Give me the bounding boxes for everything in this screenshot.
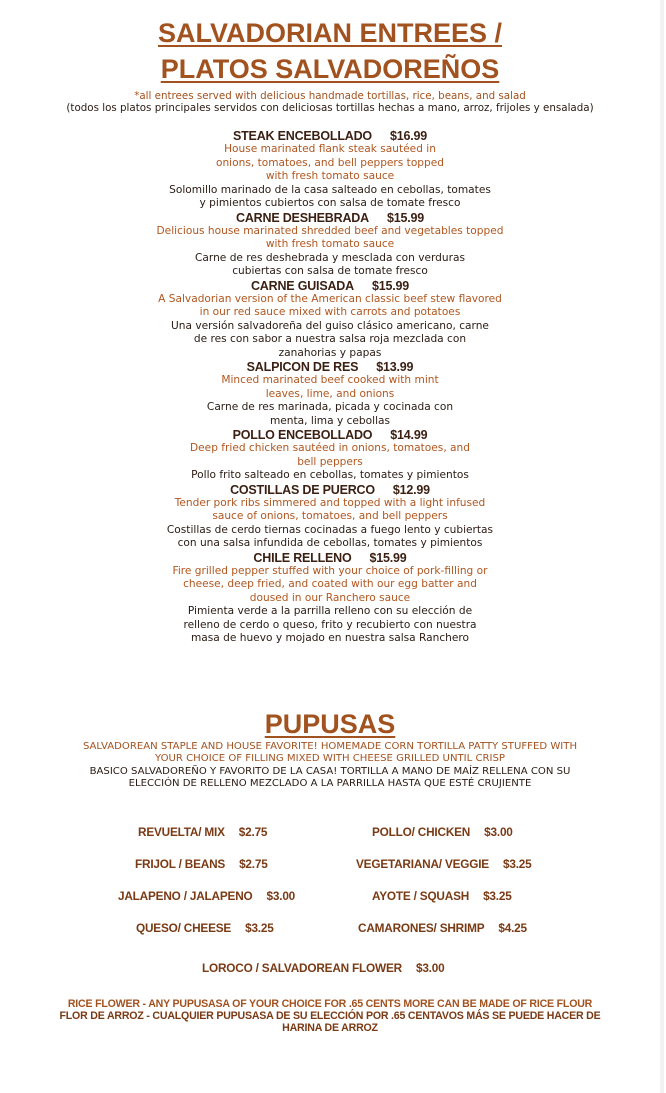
- entree-name: POLLO ENCEBOLLADO: [232, 428, 373, 442]
- entree-desc-es: Costillas de cerdo tiernas cocinadas a fuego lento y cubiertas con una salsa infundida de cebollas, tomates y pimientos: [166, 523, 494, 549]
- entree-price: $14.99: [390, 428, 428, 442]
- pupusa-price: $3.00: [266, 889, 296, 903]
- pupusas-desc-es: BASICO SALVADOREÑO Y FAVORITO DE LA CASA! TORTILLA A MANO DE MAÍZ RELLENA CON SU ELECCIÓN DE RELLENO MEZCLADO A LA PARRILLA HASTA QUE ESTÉ CRUJIENTE: [89, 766, 571, 789]
- entrees-title-line1: SALVADORIAN ENTREES /: [157, 18, 503, 48]
- entree-desc-es: Solomillo marinado de la casa salteado en cebollas, tomates y pimientos cubiertos con salsa de tomate fresco: [169, 183, 491, 209]
- pupusa-item: [372, 825, 513, 839]
- pupusas-title: PUPUSAS: [264, 709, 396, 739]
- pupusas-desc-en: SALVADOREAN STAPLE AND HOUSE FAVORITE! HOMEMADE CORN TORTILLA PATTY STUFFED WITH YOUR CHOICE OF FILLING MIXED WITH CHEESE GRILLED UNTIL CRISP: [82, 741, 578, 764]
- entrees-list: [0, 129, 660, 646]
- entree-price: $15.99: [386, 210, 424, 225]
- entrees-note-es: (todos los platos principales servidos con deliciosas tortillas hechas a mano, arroz, frijoles y ensalada): [66, 102, 594, 114]
- entree-item: [0, 428, 660, 483]
- entree-desc-es: Una versión salvadoreña del guiso clásico americano, carne de res con sabor a nuestra salsa roja mezclada con zanahorias y papas: [171, 319, 489, 359]
- entree-desc-en: Minced marinated beef cooked with mint leaves, lime, and onions: [221, 374, 439, 400]
- entree-name: CHILE RELLENO: [253, 550, 352, 565]
- pupusa-name: VEGETARIANA/ VEGGIE: [356, 857, 489, 871]
- pupusa-item: [138, 825, 267, 839]
- pupusa-item: [202, 961, 444, 975]
- pupusa-name: LOROCO / SALVADOREAN FLOWER: [202, 961, 402, 975]
- entree-item: [0, 129, 660, 211]
- pupusa-item: [135, 857, 268, 871]
- entree-name: COSTILLAS DE PUERCO: [230, 482, 375, 497]
- pupusa-price: $3.25: [245, 921, 274, 935]
- entree-desc-en: A Salvadorian version of the American classic beef stew flavored in our red sauce mixed with carrots and potatoes: [158, 292, 502, 318]
- pupusa-item: [118, 889, 295, 903]
- entree-name: CARNE DESHEBRADA: [236, 210, 369, 225]
- entree-item: [0, 279, 660, 361]
- entree-desc-es: Carne de res deshebrada y mesclada con verduras cubiertas con salsa de tomate fresco: [195, 251, 465, 277]
- pupusa-price: $2.75: [238, 825, 268, 839]
- entree-item: [0, 551, 660, 646]
- entree-item: [0, 483, 660, 551]
- pupusa-name: JALAPENO / JALAPENO: [118, 889, 253, 903]
- pupusa-item: [356, 857, 532, 871]
- entree-desc-en: Fire grilled pepper stuffed with your choice of pork-filling or cheese, deep fried, and coated with our egg batter and doused in our Ranchero sauce: [172, 564, 488, 604]
- entree-desc-es: Pollo frito salteado en cebollas, tomates y pimientos: [191, 469, 469, 481]
- entree-desc-en: Tender pork ribs simmered and topped with a light infused sauce of onions, tomatoes, and bell peppers: [174, 496, 486, 522]
- pupusa-price: $2.75: [239, 857, 268, 871]
- entree-price: $12.99: [392, 482, 430, 497]
- entree-name: SALPICON DE RES: [246, 360, 359, 374]
- pupusa-price: $3.00: [484, 825, 513, 839]
- rice-flour-note-en: RICE FLOWER - ANY PUPUSASA OF YOUR CHOICE FOR .65 CENTS MORE CAN BE MADE OF RICE FLOUR: [67, 998, 593, 1010]
- pupusa-item: [372, 889, 512, 903]
- pupusa-price: $3.25: [502, 857, 532, 871]
- pupusa-name: AYOTE / SQUASH: [372, 889, 470, 903]
- entrees-note-en: *all entrees served with delicious handmade tortillas, rice, beans, and salad: [134, 90, 526, 102]
- pupusa-name: REVUELTA/ MIX: [138, 825, 225, 839]
- pupusa-name: CAMARONES/ SHRIMP: [358, 921, 485, 935]
- pupusa-item: [358, 921, 527, 935]
- entree-desc-es: Pimienta verde a la parrilla relleno con su elección de relleno de cerdo o queso, frito y recubierto con nuestra masa de huevo y mojado en nuestra salsa Ranchero: [183, 605, 477, 644]
- entree-price: $15.99: [369, 550, 407, 565]
- rice-flour-note-es: FLOR DE ARROZ - CUALQUIER PUPUSASA DE SU ELECCIÓN POR .65 CENTAVOS MÁS SE PUEDE HACER DE HARINA DE ARROZ: [59, 1010, 601, 1034]
- pupusa-item: [136, 921, 274, 935]
- entree-item: [0, 211, 660, 279]
- entree-name: CARNE GUISADA: [250, 278, 354, 293]
- entree-item: [0, 360, 660, 428]
- entree-name: STEAK ENCEBOLLADO: [232, 129, 372, 143]
- pupusa-name: FRIJOL / BEANS: [135, 857, 226, 871]
- entree-price: $15.99: [371, 278, 409, 293]
- pupusa-name: POLLO/ CHICKEN: [372, 825, 471, 839]
- entree-desc-es: Carne de res marinada, picada y cocinada con menta, lima y cebollas: [206, 401, 454, 427]
- pupusa-price: $3.25: [483, 889, 512, 903]
- entrees-title-line2: PLATOS SALVADOREÑOS: [160, 54, 500, 84]
- entree-price: $16.99: [389, 129, 427, 143]
- entree-desc-en: Delicious house marinated shredded beef and vegetables topped with fresh tomato sauce: [156, 224, 504, 250]
- pupusa-price: $3.00: [415, 961, 445, 975]
- entree-price: $13.99: [376, 360, 414, 374]
- pupusa-price: $4.25: [498, 921, 527, 935]
- entree-desc-en: Deep fried chicken sautéed in onions, tomatoes, and bell peppers: [190, 442, 470, 468]
- pupusa-name: QUESO/ CHEESE: [136, 921, 232, 935]
- entree-desc-en: House marinated flank steak sautéed in onions, tomatoes, and bell peppers topped with fresh tomato sauce: [215, 143, 444, 182]
